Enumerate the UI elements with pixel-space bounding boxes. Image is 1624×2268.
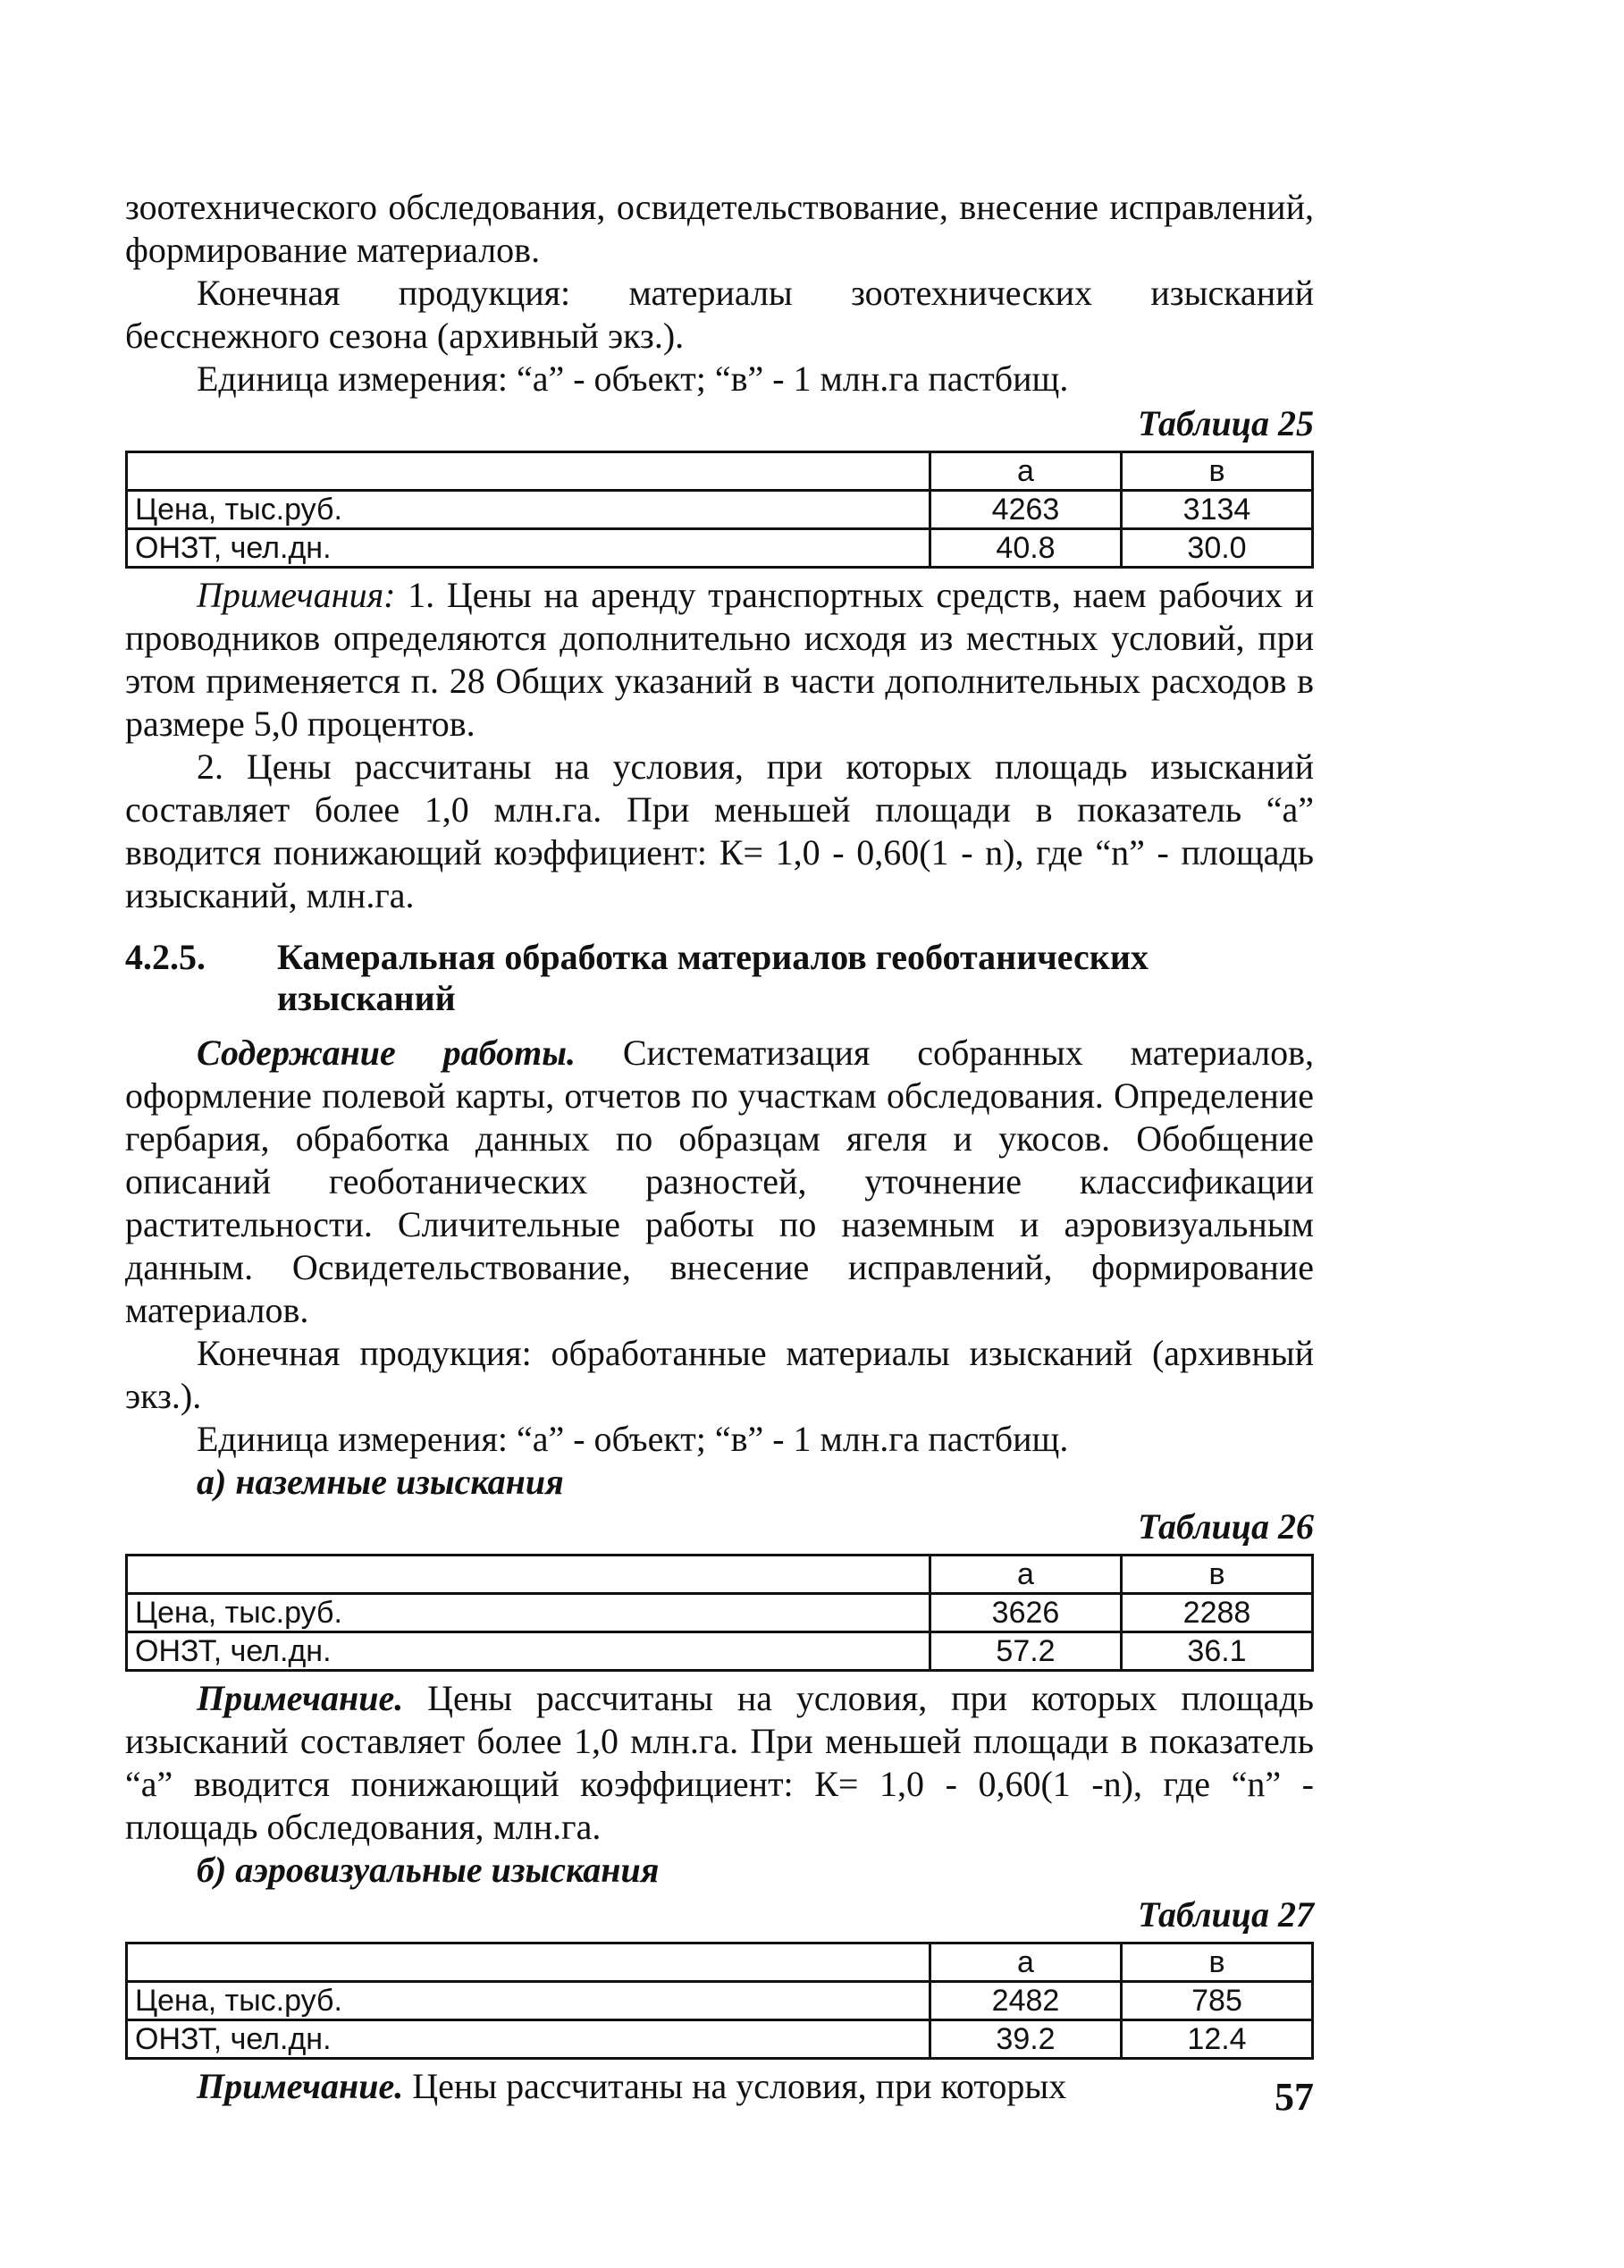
note-head: Примечание.: [197, 1678, 404, 1718]
section-heading: [125, 937, 1314, 1019]
table-cell: 12.4: [1122, 2020, 1313, 2059]
subsection-b-title: б) аэровизуальные изыскания: [197, 1850, 660, 1890]
table-cell: ОНЗТ, чел.дн.: [127, 1632, 930, 1671]
page-number: 57: [1275, 2075, 1314, 2119]
note-26: [125, 1677, 1314, 1849]
page-content: [125, 186, 1314, 2108]
table-cell: Цена, тыс.руб.: [127, 1594, 930, 1632]
section-number: 4.2.5.: [125, 937, 206, 977]
section-content-paragraph: [125, 1032, 1314, 1332]
section-product-paragraph: Конечная продукция: обработанные материалы изысканий (архивный экз.).: [125, 1333, 1314, 1416]
table-cell: 36.1: [1122, 1632, 1313, 1671]
table-header-cell: [127, 452, 930, 491]
table-header-cell: а: [930, 1943, 1122, 1982]
table-cell: ОНЗТ, чел.дн.: [127, 2020, 930, 2059]
table-row: [127, 2020, 1313, 2059]
section-unit-paragraph: Единица измерения: “а” - объект; “в” - 1 млн.га пастбищ.: [197, 1419, 1069, 1459]
table-cell: ОНЗТ, чел.дн.: [127, 529, 930, 568]
table-cell: 2482: [930, 1982, 1122, 2020]
table-cell: Цена, тыс.руб.: [127, 491, 930, 529]
table-26: [125, 1554, 1314, 1672]
note-27: [125, 2065, 1314, 2108]
table-row: [127, 1982, 1313, 2020]
table-27: [125, 1942, 1314, 2060]
table-header-row: [127, 1943, 1313, 1982]
table-cell: 40.8: [930, 529, 1122, 568]
table-header-cell: [127, 1556, 930, 1594]
table-27-caption: Таблица 27: [1138, 1894, 1314, 1935]
table-header-cell: в: [1122, 1943, 1313, 1982]
table-row: [127, 491, 1313, 529]
intro-paragraph-product: Конечная продукция: материалы зоотехнических изысканий бесснежного сезона (архивный экз.).: [125, 273, 1314, 356]
table-row: [127, 529, 1313, 568]
table-row: [127, 1594, 1313, 1632]
table-25-caption: Таблица 25: [1138, 403, 1314, 443]
table-header-cell: в: [1122, 452, 1313, 491]
note-text: Цены рассчитаны на условия, при которых площадь изысканий составляет более 1,0 млн.га. При меньшей площади в показатель “а” вводится понижающий коэффициент: К= 1,0 - 0,60(1 -n), где “n” - площадь обследования, млн.га.: [125, 1678, 1315, 1847]
table-header-cell: в: [1122, 1556, 1313, 1594]
notes-head: Примечания:: [197, 575, 396, 615]
table-cell: 785: [1122, 1982, 1313, 2020]
table-cell: 3134: [1122, 491, 1313, 529]
note-head: Примечание.: [197, 2066, 404, 2106]
intro-paragraph-1: зоотехнического обследования, освидетельствование, внесение исправлений, формирование материалов.: [125, 187, 1314, 270]
intro-paragraph-unit: Единица измерения: “а” - объект; “в” - 1 млн.га пастбищ.: [197, 358, 1069, 399]
table-cell: Цена, тыс.руб.: [127, 1982, 930, 2020]
table-cell: 4263: [930, 491, 1122, 529]
section-title: Камеральная обработка материалов геоботанических изысканий: [277, 937, 1149, 1018]
table-header-cell: а: [930, 452, 1122, 491]
table-cell: 2288: [1122, 1594, 1313, 1632]
table-header-row: [127, 452, 1313, 491]
table-cell: 39.2: [930, 2020, 1122, 2059]
table-cell: 57.2: [930, 1632, 1122, 1671]
table-row: [127, 1632, 1313, 1671]
table-cell: 30.0: [1122, 529, 1313, 568]
table-header-cell: а: [930, 1556, 1122, 1594]
note-text: 1. Цены на аренду транспортных средств, наем рабочих и проводников определяются дополнительно исходя из местных условий, при этом применяется п. 28 Общих указаний в части дополнительных расходов в размере 5,0 процентов.: [125, 575, 1314, 744]
table-header-cell: [127, 1943, 930, 1982]
content-text: Систематизация собранных материалов, оформление полевой карты, отчетов по участкам обследования. Определение гербария, обработка данных по образцам ягеля и укосов. Обобщение описаний геоботанических разностей, уточнение классификации растительности. Сличительные работы по наземным и аэровизуальным данным. Освидетельствование, внесение исправлений, формирование материалов.: [125, 1033, 1315, 1330]
subsection-a-title: а) наземные изыскания: [197, 1462, 564, 1502]
content-head: Содержание работы.: [197, 1033, 576, 1073]
table-cell: 3626: [930, 1594, 1122, 1632]
table-header-row: [127, 1556, 1313, 1594]
note-text: Цены рассчитаны на условия, при которых: [412, 2066, 1067, 2106]
table-25: [125, 451, 1314, 569]
table-26-caption: Таблица 26: [1138, 1506, 1314, 1547]
notes-25-item-2: 2. Цены рассчитаны на условия, при которых площадь изысканий составляет более 1,0 млн.га. При меньшей площади в показатель “а” вводится понижающий коэффициент: К= 1,0 - 0,60(1 - n), где “n” - площадь изысканий, млн.га.: [125, 746, 1314, 915]
notes-25-item-1: [125, 574, 1314, 746]
